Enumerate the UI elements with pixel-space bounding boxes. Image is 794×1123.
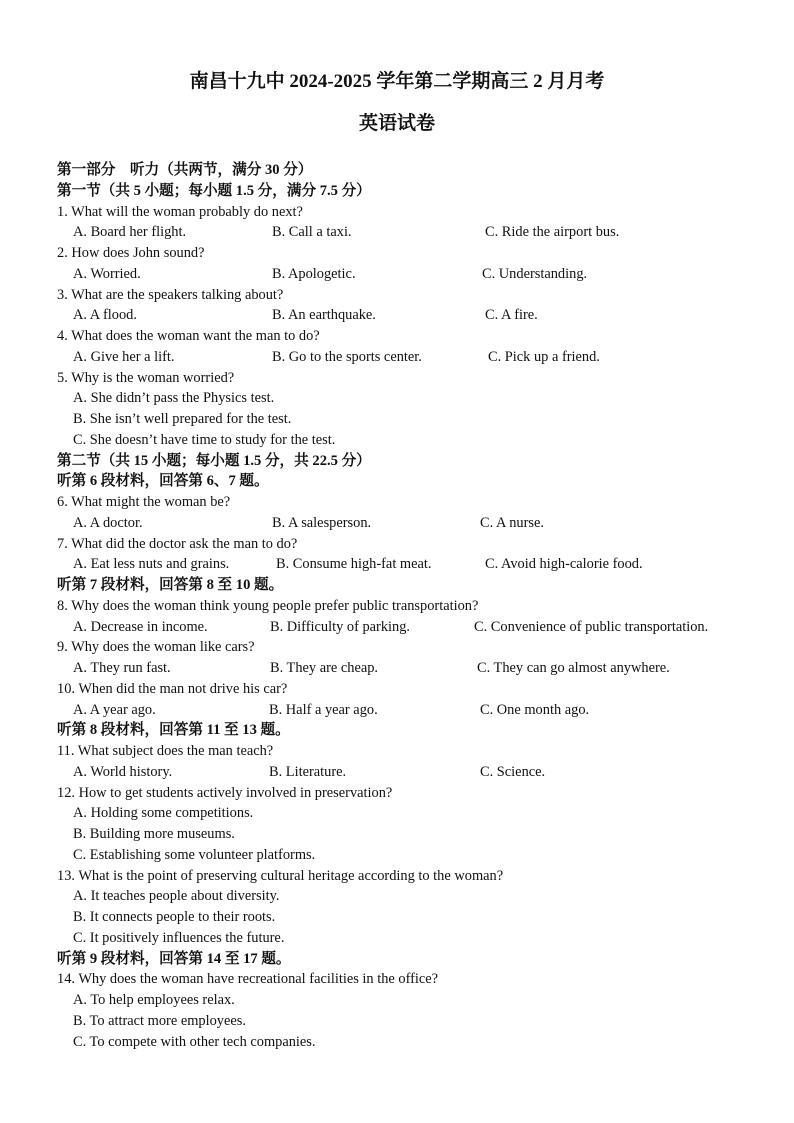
- option-a: A. Board her flight.: [73, 224, 187, 241]
- exam-content: [57, 160, 777, 1052]
- question-stem: 14. Why does the woman have recreational facilities in the office?: [57, 971, 439, 988]
- option-a: A. To help employees relax.: [73, 992, 235, 1008]
- exam-subtitle: 英语试卷: [358, 113, 435, 134]
- option-b: B. Apologetic.: [272, 265, 356, 282]
- option-row: [57, 658, 777, 679]
- option-a: A. Holding some competitions.: [73, 805, 254, 822]
- option-c: C. Science.: [480, 763, 546, 780]
- option-row: [57, 347, 777, 368]
- option-c: C. Establishing some volunteer platforms.: [73, 846, 316, 863]
- option-c: C. To compete with other tech companies.: [73, 1033, 316, 1050]
- option-b: B. Literature.: [269, 763, 347, 780]
- option-a: A. A doctor.: [73, 514, 143, 531]
- material-heading: 听第 6 段材料，回答第 6、7 题。: [57, 473, 269, 490]
- option-c: C. It positively influences the future.: [73, 929, 285, 946]
- option-a: A. Eat less nuts and grains.: [73, 556, 230, 573]
- option-row: [57, 700, 777, 721]
- option-b: B. Building more museums.: [73, 826, 235, 842]
- option-a: A. They run fast.: [73, 660, 171, 676]
- option-b: B. Go to the sports center.: [272, 348, 422, 365]
- option-b: B. It connects people to their roots.: [73, 909, 276, 925]
- option-c: C. Convenience of public transportation.: [474, 618, 709, 635]
- material-heading: 听第 7 段材料，回答第 8 至 10 题。: [57, 577, 284, 593]
- option-b: B. A salesperson.: [272, 514, 372, 531]
- question-stem: 6. What might the woman be?: [57, 494, 231, 510]
- material-heading: 听第 9 段材料，回答第 14 至 17 题。: [57, 950, 291, 967]
- option-a: A. Give her a lift.: [73, 348, 175, 365]
- option-row: [57, 222, 777, 243]
- option-b: B. Half a year ago.: [269, 701, 378, 718]
- option-b: B. They are cheap.: [270, 660, 379, 676]
- option-c: C. Ride the airport bus.: [485, 224, 620, 241]
- option-a: A. A flood.: [73, 307, 137, 324]
- option-c: C. One month ago.: [480, 701, 590, 718]
- option-a: A. Worried.: [73, 265, 141, 282]
- option-row: [57, 264, 777, 285]
- option-c: C. She doesn’t have time to study for the test.: [73, 431, 336, 448]
- question-stem: 5. Why is the woman worried?: [57, 369, 235, 386]
- option-row: [57, 513, 777, 534]
- option-row: [57, 554, 777, 575]
- option-c: C. Pick up a friend.: [488, 348, 600, 365]
- option-a: A. World history.: [73, 763, 173, 780]
- option-c: C. A nurse.: [480, 514, 544, 531]
- option-a: A. A year ago.: [73, 701, 156, 718]
- option-row: [57, 305, 777, 326]
- option-a: A. She didn’t pass the Physics test.: [73, 390, 275, 407]
- section2-heading: 第二节（共 15 小题；每小题 1.5 分，共 22.5 分）: [57, 452, 371, 469]
- material-heading: 听第 8 段材料，回答第 11 至 13 题。: [57, 722, 290, 739]
- option-a: A. Decrease in income.: [73, 618, 208, 635]
- option-c: C. A fire.: [485, 307, 538, 324]
- question-stem: 10. When did the man not drive his car?: [57, 680, 288, 697]
- question-stem: 7. What did the doctor ask the man to do?: [57, 535, 298, 552]
- option-row: [57, 617, 777, 638]
- question-stem: 8. Why does the woman think young people prefer public transportation?: [57, 597, 479, 614]
- option-a: A. It teaches people about diversity.: [73, 888, 280, 905]
- part1-heading: 第一部分 听力（共两节，满分 30 分）: [57, 162, 313, 178]
- question-stem: 3. What are the speakers talking about?: [57, 286, 284, 303]
- option-b: B. Call a taxi.: [272, 224, 352, 241]
- question-stem: 2. How does John sound?: [57, 245, 205, 261]
- option-b: B. She isn’t well prepared for the test.: [73, 411, 292, 427]
- question-stem: 11. What subject does the man teach?: [57, 743, 274, 759]
- exam-title: 南昌十九中 2024-2025 学年第二学期高三 2 月月考: [189, 71, 605, 92]
- option-row: [57, 762, 777, 783]
- question-stem: 9. Why does the woman like cars?: [57, 639, 255, 656]
- option-c: C. They can go almost anywhere.: [477, 660, 670, 676]
- question-stem: 12. How to get students actively involved in preservation?: [57, 784, 393, 801]
- option-c: C. Avoid high-calorie food.: [485, 556, 643, 573]
- section1-heading: 第一节（共 5 小题；每小题 1.5 分，满分 7.5 分）: [57, 182, 371, 199]
- question-stem: 13. What is the point of preserving cultural heritage according to the woman?: [57, 867, 504, 884]
- option-b: B. Difficulty of parking.: [270, 618, 411, 635]
- question-stem: 1. What will the woman probably do next?: [57, 203, 303, 220]
- option-c: C. Understanding.: [482, 265, 588, 282]
- option-b: B. To attract more employees.: [73, 1012, 246, 1029]
- option-b: B. An earthquake.: [272, 307, 376, 324]
- option-b: B. Consume high-fat meat.: [276, 556, 432, 573]
- question-stem: 4. What does the woman want the man to do?: [57, 328, 320, 344]
